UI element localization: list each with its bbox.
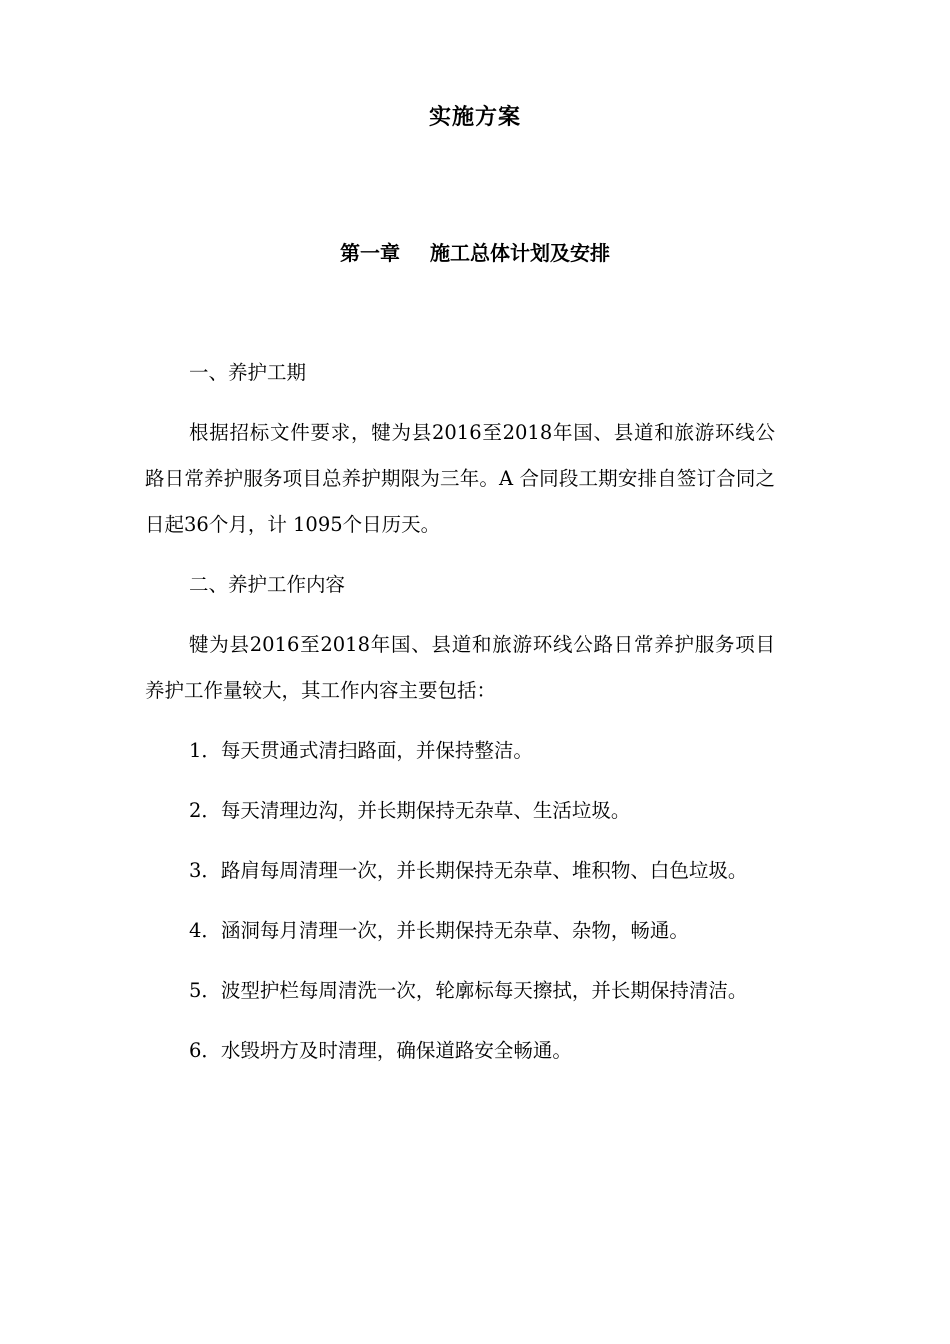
chapter-number: 第一章 <box>340 241 400 265</box>
paragraph-work-intro: 犍为县2016至2018年国、县道和旅游环线公路日常养护服务项目养护工作量较大，其工作内容主要包括： <box>145 633 775 702</box>
list-item: 4．涵洞每月清理一次，并长期保持无杂草、杂物，畅通。 <box>189 919 689 942</box>
list-item: 6．水毁坍方及时清理，确保道路安全畅通。 <box>189 1039 572 1062</box>
list-item: 5．波型护栏每周清洗一次，轮廓标每天擦拭，并长期保持清洁。 <box>189 979 748 1002</box>
chapter-title: 施工总体计划及安排 <box>430 241 610 265</box>
list-item: 3．路肩每周清理一次，并长期保持无杂草、堆积物、白色垃圾。 <box>189 859 748 882</box>
paragraph-schedule: 根据招标文件要求，犍为县2016至2018年国、县道和旅游环线公路日常养护服务项目总养护期限为三年。A 合同段工期安排自签订合同之日起36个月，计 1095个日历天。 <box>145 421 775 536</box>
document-title: 实施方案 <box>428 105 521 130</box>
list-item: 1．每天贯通式清扫路面，并保持整洁。 <box>189 739 533 762</box>
section-heading-schedule: 一、养护工期 <box>189 361 307 384</box>
chapter-heading <box>0 238 950 268</box>
list-item: 2．每天清理边沟，并长期保持无杂草、生活垃圾。 <box>189 799 631 822</box>
document-body <box>145 350 775 1088</box>
section-heading-work-content: 二、养护工作内容 <box>189 573 346 596</box>
